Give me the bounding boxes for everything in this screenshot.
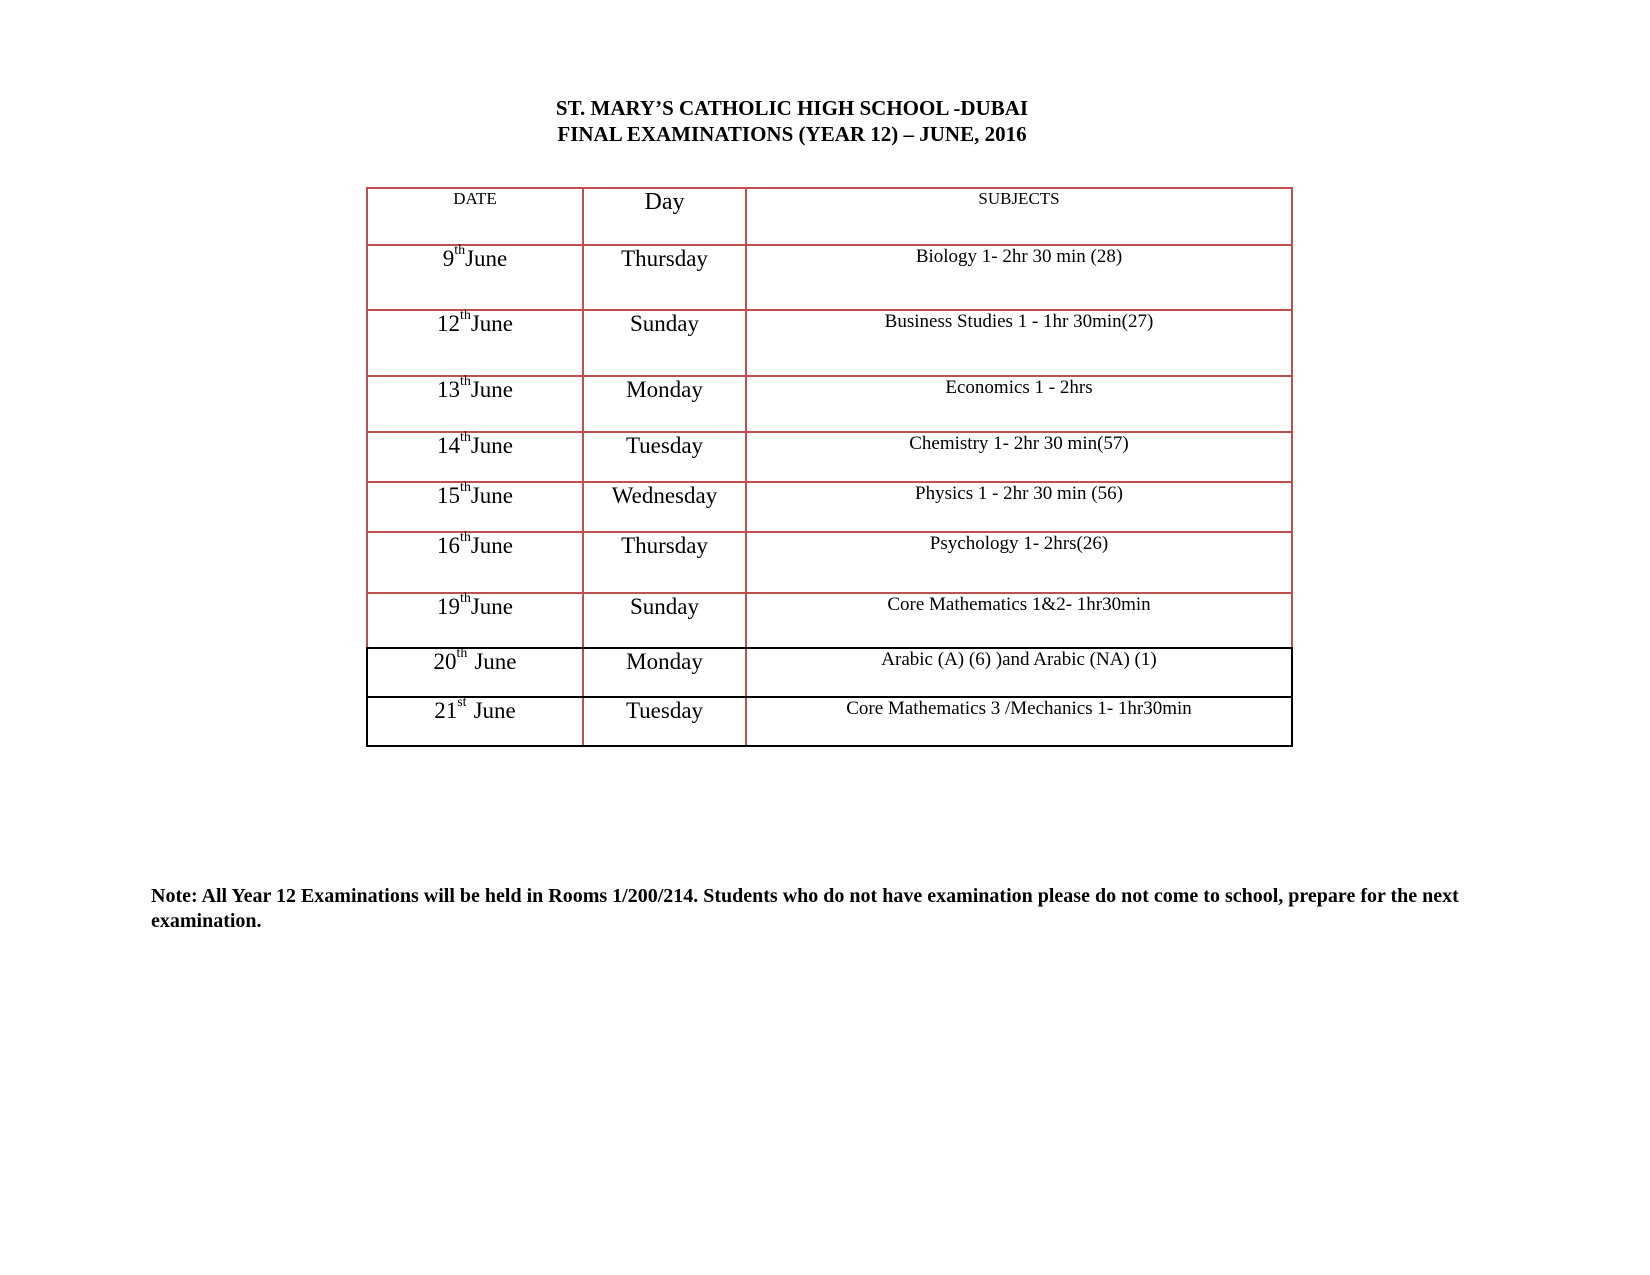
- date-cell: 9thJune: [367, 245, 583, 310]
- subject-cell: Physics 1 - 2hr 30 min (56): [746, 482, 1292, 532]
- subject-cell: Biology 1- 2hr 30 min (28): [746, 245, 1292, 310]
- header-date: DATE: [367, 188, 583, 245]
- exam-note: Note: All Year 12 Examinations will be held in Rooms 1/200/214. Students who do not have examination please do not come to school, prepare for the next examination.: [151, 885, 1459, 932]
- table-row: [367, 432, 1292, 482]
- table-header-row: [367, 188, 1292, 245]
- date-cell: 20th June: [367, 648, 583, 697]
- day-cell: Thursday: [583, 245, 746, 310]
- table-row: [367, 376, 1292, 432]
- day-cell: Monday: [583, 376, 746, 432]
- date-cell: 14thJune: [367, 432, 583, 482]
- header-subjects: SUBJECTS: [746, 188, 1292, 245]
- subject-cell: Psychology 1- 2hrs(26): [746, 532, 1292, 593]
- header-day: Day: [583, 188, 746, 245]
- table-row: [367, 245, 1292, 310]
- table-row: [367, 697, 1292, 746]
- date-cell: 15thJune: [367, 482, 583, 532]
- table-row: [367, 310, 1292, 376]
- subject-cell: Arabic (A) (6) )and Arabic (NA) (1): [746, 648, 1292, 697]
- day-cell: Wednesday: [583, 482, 746, 532]
- day-cell: Tuesday: [583, 432, 746, 482]
- table-row: [367, 482, 1292, 532]
- table-row: [367, 593, 1292, 648]
- date-cell: 21st June: [367, 697, 583, 746]
- subject-cell: Economics 1 - 2hrs: [746, 376, 1292, 432]
- date-cell: 16thJune: [367, 532, 583, 593]
- exam-title: FINAL EXAMINATIONS (YEAR 12) – JUNE, 2016: [557, 122, 1027, 146]
- exam-schedule-table: [366, 187, 1293, 747]
- table-row: [367, 648, 1292, 697]
- day-cell: Sunday: [583, 593, 746, 648]
- day-cell: Thursday: [583, 532, 746, 593]
- day-cell: Sunday: [583, 310, 746, 376]
- table-row: [367, 532, 1292, 593]
- date-cell: 12thJune: [367, 310, 583, 376]
- date-cell: 13thJune: [367, 376, 583, 432]
- date-cell: 19thJune: [367, 593, 583, 648]
- subject-cell: Chemistry 1- 2hr 30 min(57): [746, 432, 1292, 482]
- subject-cell: Core Mathematics 1&2- 1hr30min: [746, 593, 1292, 648]
- day-cell: Monday: [583, 648, 746, 697]
- subject-cell: Core Mathematics 3 /Mechanics 1- 1hr30min: [746, 697, 1292, 746]
- day-cell: Tuesday: [583, 697, 746, 746]
- subject-cell: Business Studies 1 - 1hr 30min(27): [746, 310, 1292, 376]
- document-title: [0, 95, 1584, 147]
- school-name: ST. MARY’S CATHOLIC HIGH SCHOOL -DUBAI: [555, 96, 1029, 120]
